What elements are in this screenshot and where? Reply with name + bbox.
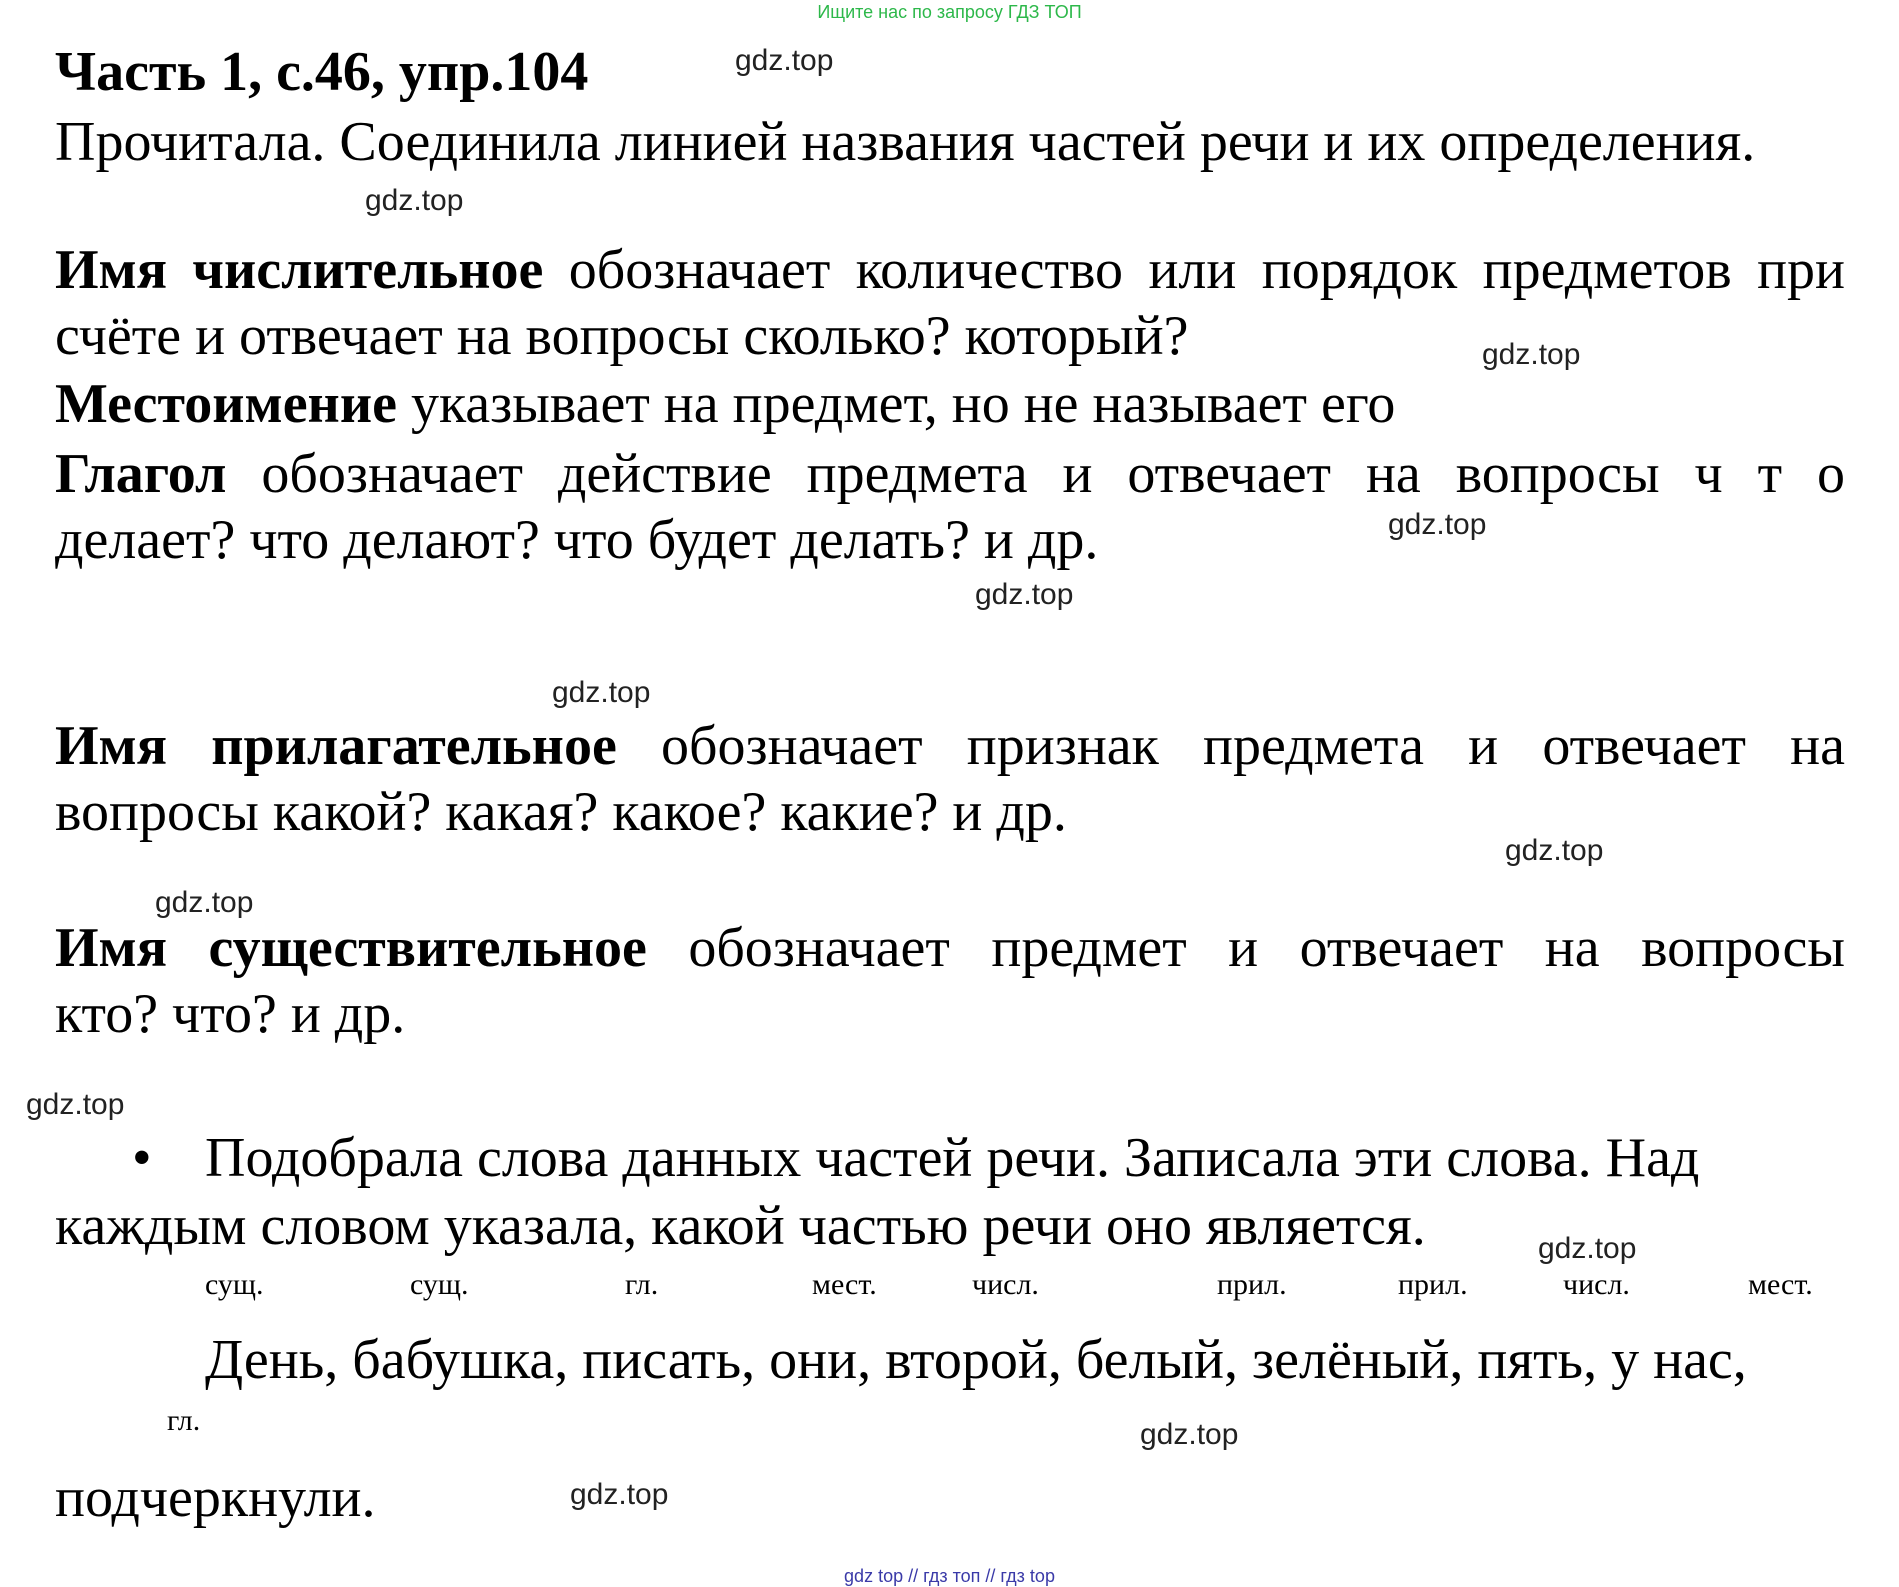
pos-label: гл. bbox=[625, 1268, 659, 1301]
watermark: gdz.top bbox=[975, 578, 1074, 611]
watermark: gdz.top bbox=[1505, 834, 1604, 867]
term-noun: Имя существительное bbox=[55, 917, 647, 979]
top-banner: Ищите нас по запросу ГДЗ ТОП bbox=[817, 2, 1082, 22]
watermark: gdz.top bbox=[155, 886, 254, 919]
watermark: gdz.top bbox=[1482, 338, 1581, 371]
words-line: День, бабушка, писать, они, второй, белый, зелёный, пять, у нас, bbox=[205, 1329, 1747, 1391]
intro-text: Прочитала. Соединила линией названия частей речи и их определения. bbox=[55, 111, 1756, 173]
definition-pronoun bbox=[55, 372, 1395, 436]
definition-numeral-line1 bbox=[55, 236, 1845, 304]
pos-label-verb: гл. bbox=[167, 1404, 201, 1437]
definition-noun-line1 bbox=[55, 914, 1845, 982]
watermark: gdz.top bbox=[1388, 508, 1487, 541]
definition-verb-line2: делает? что делают? что будет делать? и др. bbox=[55, 509, 1099, 571]
watermark: gdz.top bbox=[26, 1088, 125, 1121]
watermark: gdz.top bbox=[1538, 1232, 1637, 1265]
watermark: gdz.top bbox=[365, 184, 464, 217]
page-title: Часть 1, с.46, упр.104 bbox=[55, 41, 589, 103]
pos-label: мест. bbox=[812, 1268, 877, 1301]
last-word: подчеркнули. bbox=[55, 1467, 376, 1529]
definition-noun-line2: кто? что? и др. bbox=[55, 983, 406, 1045]
pos-label: числ. bbox=[972, 1268, 1039, 1301]
task-text-line1: Подобрала слова данных частей речи. Записала эти слова. Над bbox=[205, 1127, 1700, 1189]
task-text-line2: каждым словом указала, какой частью речи оно является. bbox=[55, 1195, 1426, 1257]
term-adjective: Имя прилагательное bbox=[55, 715, 617, 777]
pos-label: прил. bbox=[1398, 1268, 1468, 1301]
watermark: gdz.top bbox=[1140, 1418, 1239, 1451]
definition-verb-text1: обозначает действие предмета и отвечает на вопросы ч т о bbox=[261, 443, 1845, 505]
term-pronoun: Местоимение bbox=[55, 373, 397, 435]
pos-label: сущ. bbox=[205, 1268, 264, 1301]
bullet-icon: • bbox=[132, 1127, 152, 1189]
pos-label: сущ. bbox=[410, 1268, 469, 1301]
definition-adjective-text1: обозначает признак предмета и отвечает на bbox=[661, 715, 1846, 777]
pos-label: мест. bbox=[1748, 1268, 1813, 1301]
watermark: gdz.top bbox=[552, 676, 651, 709]
definition-pronoun-text: указывает на предмет, но не называет его bbox=[410, 373, 1396, 435]
definition-verb-line1 bbox=[55, 440, 1845, 508]
watermark: gdz.top bbox=[570, 1478, 669, 1511]
definition-numeral-line2: счёте и отвечает на вопросы сколько? который? bbox=[55, 305, 1189, 367]
term-verb: Глагол bbox=[55, 443, 227, 505]
pos-label: числ. bbox=[1563, 1268, 1630, 1301]
watermark: gdz.top bbox=[735, 44, 834, 77]
definition-noun-text1: обозначает предмет и отвечает на вопросы bbox=[688, 917, 1845, 979]
definition-numeral-text1: обозначает количество или порядок предметов при bbox=[568, 239, 1846, 301]
term-numeral: Имя числительное bbox=[55, 239, 544, 301]
definition-adjective-line1 bbox=[55, 712, 1845, 780]
definition-adjective-line2: вопросы какой? какая? какое? какие? и др. bbox=[55, 781, 1067, 843]
footer: gdz top // гдз топ // гдз top bbox=[844, 1566, 1055, 1586]
pos-label: прил. bbox=[1217, 1268, 1287, 1301]
